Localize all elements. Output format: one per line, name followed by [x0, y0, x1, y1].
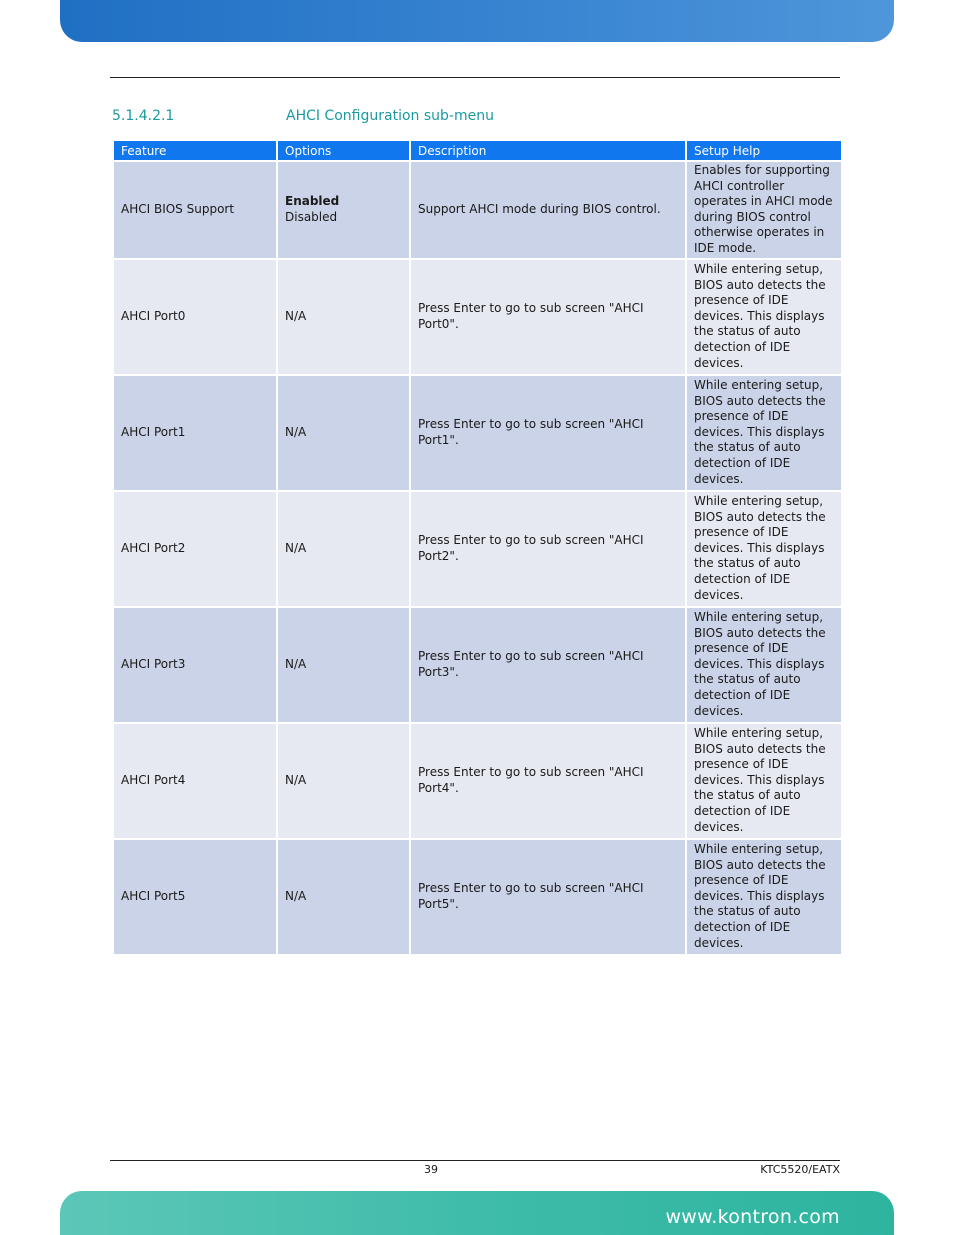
description-cell: Press Enter to go to sub screen "AHCI Port1". [411, 376, 685, 490]
page-number: 39 [424, 1163, 438, 1176]
description-cell: Press Enter to go to sub screen "AHCI Port4". [411, 724, 685, 838]
bottom-banner [60, 1191, 894, 1235]
options-cell: N/A [278, 724, 409, 838]
website-link[interactable]: www.kontron.com [665, 1206, 840, 1228]
description-cell: Support AHCI mode during BIOS control. [411, 162, 685, 258]
top-banner [60, 0, 894, 42]
section-number: 5.1.4.2.1 [112, 108, 175, 124]
table-row [114, 376, 841, 490]
header-options: Options [278, 141, 409, 160]
document-id: KTC5520/EATX [760, 1163, 840, 1176]
table-row [114, 492, 841, 606]
feature-cell: AHCI BIOS Support [114, 162, 276, 258]
header-feature: Feature [114, 141, 276, 160]
options-cell: N/A [278, 376, 409, 490]
table-row [114, 608, 841, 722]
help-cell: While entering setup, BIOS auto detects the presence of IDE devices. This displays the status of auto detection of IDE devices. [687, 724, 841, 838]
description-cell: Press Enter to go to sub screen "AHCI Port2". [411, 492, 685, 606]
help-cell: While entering setup, BIOS auto detects the presence of IDE devices. This displays the status of auto detection of IDE devices. [687, 492, 841, 606]
options-cell: N/A [278, 840, 409, 954]
feature-cell: AHCI Port2 [114, 492, 276, 606]
help-cell: While entering setup, BIOS auto detects the presence of IDE devices. This displays the status of auto detection of IDE devices. [687, 376, 841, 490]
option-default: Enabled [285, 194, 340, 209]
option-alternate: Disabled [285, 209, 338, 224]
feature-cell: AHCI Port5 [114, 840, 276, 954]
table-row [114, 260, 841, 374]
help-cell: While entering setup, BIOS auto detects the presence of IDE devices. This displays the status of auto detection of IDE devices. [687, 260, 841, 374]
header-description: Description [411, 141, 685, 160]
header-setup-help: Setup Help [687, 141, 841, 160]
options-cell: N/A [278, 492, 409, 606]
help-cell: Enables for supporting AHCI controller operates in AHCI mode during BIOS control otherwise operates in IDE mode. [687, 162, 841, 258]
footer-rule [110, 1160, 840, 1161]
help-cell: While entering setup, BIOS auto detects the presence of IDE devices. This displays the status of auto detection of IDE devices. [687, 608, 841, 722]
ahci-configuration-table [112, 139, 843, 956]
description-cell: Press Enter to go to sub screen "AHCI Port3". [411, 608, 685, 722]
help-cell: While entering setup, BIOS auto detects the presence of IDE devices. This displays the status of auto detection of IDE devices. [687, 840, 841, 954]
description-cell: Press Enter to go to sub screen "AHCI Port5". [411, 840, 685, 954]
options-cell [278, 162, 409, 258]
table-header-row [114, 141, 841, 160]
table-row [114, 724, 841, 838]
table-row [114, 162, 841, 258]
feature-cell: AHCI Port4 [114, 724, 276, 838]
options-cell: N/A [278, 608, 409, 722]
options-cell: N/A [278, 260, 409, 374]
feature-cell: AHCI Port1 [114, 376, 276, 490]
description-cell: Press Enter to go to sub screen "AHCI Port0". [411, 260, 685, 374]
feature-cell: AHCI Port3 [114, 608, 276, 722]
feature-cell: AHCI Port0 [114, 260, 276, 374]
table-row [114, 840, 841, 954]
section-title: AHCI Configuration sub-menu [286, 108, 494, 124]
header-rule [110, 77, 840, 78]
